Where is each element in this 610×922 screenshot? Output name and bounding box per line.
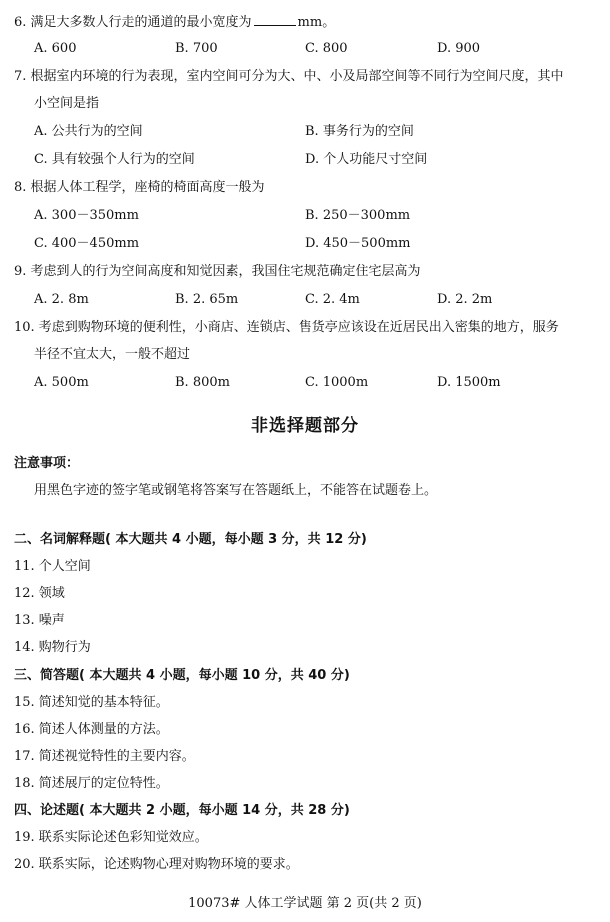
question-8-option-c: C. 400－450mm [34,236,140,251]
question-7-stem-line1: 7. 根据室内环境的行为表现，室内空间可分为大、中、小及局部空间等不同行为空间尺度，其中 [14,69,564,84]
question-10-stem-line1: 10. 考虑到购物环境的便利性，小商店、连锁店、售货亭应该设在近居民出入密集的地方，服务 [14,320,559,335]
question-7-option-a: A. 公共行为的空间 [34,124,143,139]
question-7-option-b: B. 事务行为的空间 [305,124,414,139]
part-4-heading [14,802,350,820]
notice-text: 用黑色字迹的签字笔或钢笔将答案写在答题纸上，不能答在试题卷上。 [34,483,438,498]
question-7-option-c: C. 具有较强个人行为的空间 [34,152,195,167]
question-9-option-c: C. 2. 4m [305,292,360,307]
question-9-option-b: B. 2. 65m [175,292,239,307]
question-8-stem: 8. 根据人体工程学，座椅的椅面高度一般为 [14,180,265,195]
part-2-heading [14,531,367,549]
question-6-option-c: C. 800 [305,41,348,56]
question-10-option-a: A. 500m [34,375,89,390]
question-10-option-c: C. 1000m [305,375,369,390]
question-8-option-d: D. 450－500mm [305,236,411,251]
question-19: 19. 联系实际论述色彩知觉效应。 [14,830,208,845]
question-14: 14. 购物行为 [14,640,91,655]
notice-title: 注意事项： [14,456,80,471]
question-13: 13. 噪声 [14,613,65,628]
question-15: 15. 简述知觉的基本特征。 [14,695,169,710]
question-16: 16. 简述人体测量的方法。 [14,722,169,737]
question-18: 18. 简述展厅的定位特性。 [14,776,169,791]
question-8-option-b: B. 250－300mm [305,208,411,223]
question-7-stem-line2: 小空间是指 [34,96,100,111]
question-10-option-d: D. 1500m [437,375,501,390]
question-10-option-b: B. 800m [175,375,230,390]
question-12: 12. 领域 [14,586,65,601]
section-title: 非选择题部分 [251,416,359,436]
question-6-unit: mm。 [297,15,336,30]
part-3-heading-main: 三、简答题 [14,668,80,683]
part-4-heading-note: ( 本大题共 2 小题，每小题 14 分，共 28 分) [79,803,350,818]
question-6-option-b: B. 700 [175,41,218,56]
question-7-option-d: D. 个人功能尺寸空间 [305,152,428,167]
page-footer: 10073# 人体工学试题 第 2 页(共 2 页) [188,896,422,911]
question-9-option-d: D. 2. 2m [437,292,493,307]
question-8-option-a: A. 300－350mm [34,208,139,223]
answer-blank [254,13,296,26]
question-11: 11. 个人空间 [14,559,91,574]
question-6-stem [14,13,335,32]
question-9-option-a: A. 2. 8m [34,292,89,307]
question-20: 20. 联系实际，论述购物心理对购物环境的要求。 [14,857,299,872]
part-4-heading-main: 四、论述题 [14,803,80,818]
question-9-stem: 9. 考虑到人的行为空间高度和知觉因素，我国住宅规范确定住宅层高为 [14,264,421,279]
question-6-stem-text: 6. 满足大多数人行走的通道的最小宽度为 [14,15,252,30]
part-2-heading-note: ( 本大题共 4 小题，每小题 3 分，共 12 分) [105,532,367,547]
question-6-option-d: D. 900 [437,41,481,56]
question-6-option-a: A. 600 [34,41,77,56]
part-3-heading-note: ( 本大题共 4 小题，每小题 10 分，共 40 分) [79,668,350,683]
question-17: 17. 简述视觉特性的主要内容。 [14,749,195,764]
question-10-stem-line2: 半径不宜太大，一般不超过 [34,347,191,362]
part-3-heading [14,667,350,685]
part-2-heading-main: 二、名词解释题 [14,532,106,547]
